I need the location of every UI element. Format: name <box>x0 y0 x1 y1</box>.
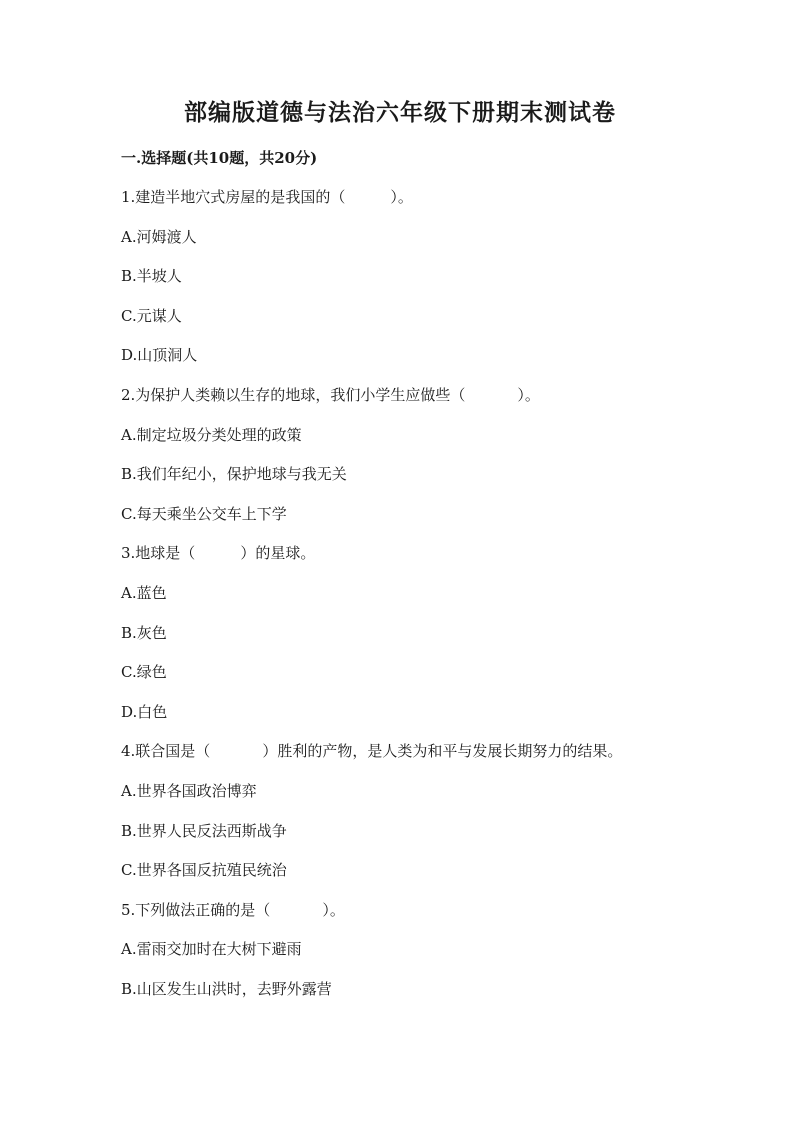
answer-option: B.我们年纪小，保护地球与我无关 <box>121 465 347 484</box>
answer-option: D.白色 <box>121 702 168 721</box>
answer-option: C.元谋人 <box>121 306 182 325</box>
question-stem: 5.下列做法正确的是（ ）。 <box>121 900 345 919</box>
question-stem: 3.地球是（ ）的星球。 <box>121 544 316 563</box>
answer-option: C.绿色 <box>121 663 167 682</box>
answer-option: B.灰色 <box>121 623 167 642</box>
page-title: 部编版道德与法治六年级下册期末测试卷 <box>184 99 616 126</box>
answer-option: C.每天乘坐公交车上下学 <box>121 504 287 523</box>
answer-option: B.山区发生山洪时，去野外露营 <box>121 979 332 998</box>
answer-option: D.山顶洞人 <box>121 346 198 365</box>
answer-option: A.河姆渡人 <box>121 227 197 246</box>
question-stem: 1.建造半地穴式房屋的是我国的（ ）。 <box>121 188 413 206</box>
answer-option: A.世界各国政治博弈 <box>121 781 257 800</box>
question-list <box>121 186 721 1017</box>
section-heading: 一.选择题(共10题，共20分) <box>121 149 318 167</box>
answer-option: B.半坡人 <box>121 267 182 286</box>
answer-option: A.雷雨交加时在大树下避雨 <box>121 940 302 959</box>
question-stem: 4.联合国是（ ）胜利的产物，是人类为和平与发展长期努力的结果。 <box>121 742 623 761</box>
answer-option: B.世界人民反法西斯战争 <box>121 821 287 840</box>
answer-option: C.世界各国反抗殖民统治 <box>121 861 287 880</box>
question-stem: 2.为保护人类赖以生存的地球，我们小学生应做些（ ）。 <box>121 385 540 404</box>
answer-option: A.蓝色 <box>121 583 167 602</box>
answer-option: A.制定垃圾分类处理的政策 <box>121 425 302 444</box>
